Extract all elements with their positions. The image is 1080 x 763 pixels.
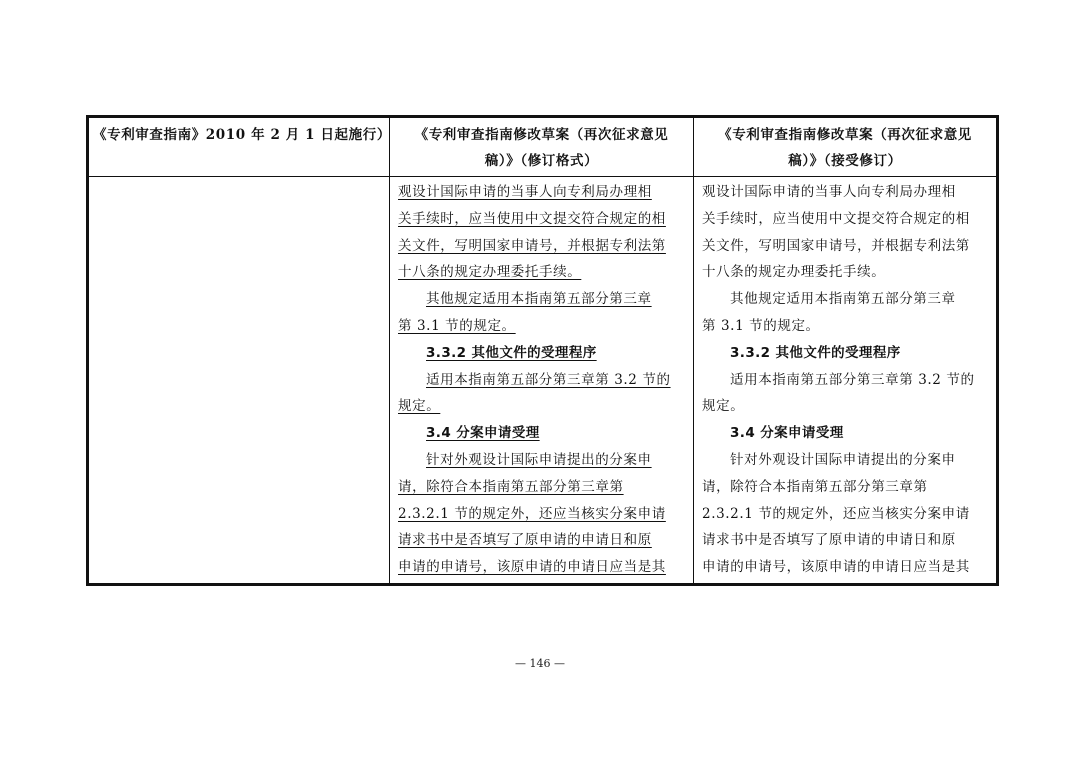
text-line: 针对外观设计国际申请提出的分案申 (730, 451, 956, 468)
text-line: 请求书中是否填写了原申请的申请日和原 (398, 532, 652, 549)
text-line: 请，除符合本指南第五部分第三章第 (398, 478, 624, 495)
text-line: 关文件，写明国家申请号，并根据专利法第 (398, 237, 666, 254)
page-number: — 146 — (515, 657, 565, 670)
header-col-revision-tracked-line: 稿）》（修订格式） (484, 153, 599, 169)
section-heading: 3.3.2 其他文件的受理程序 (426, 344, 597, 361)
header-col-original-line: 《专利审查指南》2010 年 2 月 1 日起施行） (93, 127, 391, 143)
header-col-revision-accepted-line: 《专利审查指南修改草案（再次征求意见 (718, 127, 972, 143)
text-line: 申请的申请号，该原申请的申请日应当是其 (702, 559, 970, 576)
table-body-row (88, 177, 998, 585)
section-heading: 3.4 分案申请受理 (426, 425, 540, 442)
text-line: 请求书中是否填写了原申请的申请日和原 (702, 532, 956, 549)
text-line: 第 3.1 节的规定。 (702, 317, 820, 334)
header-col-revision-accepted (694, 117, 998, 177)
cell-tracked-text (390, 177, 694, 585)
text-line: 2.3.2.1 节的规定外，还应当核实分案申请 (702, 505, 970, 522)
text-line: 其他规定适用本指南第五部分第三章 (730, 291, 956, 308)
text-line: 申请的申请号，该原申请的申请日应当是其 (398, 559, 666, 576)
text-line: 适用本指南第五部分第三章第 3.2 节的 (426, 371, 671, 388)
text-line: 规定。 (398, 398, 441, 415)
text-line: 针对外观设计国际申请提出的分案申 (426, 451, 652, 468)
text-line: 第 3.1 节的规定。 (398, 317, 516, 334)
text-line: 十八条的规定办理委托手续。 (398, 264, 582, 281)
section-heading: 3.4 分案申请受理 (730, 425, 844, 442)
text-line: 关文件，写明国家申请号，并根据专利法第 (702, 237, 970, 254)
text-line: 2.3.2.1 节的规定外，还应当核实分案申请 (398, 505, 666, 522)
text-line: 关手续时，应当使用中文提交符合规定的相 (702, 210, 970, 227)
text-line: 其他规定适用本指南第五部分第三章 (426, 291, 652, 308)
table-header-row (88, 117, 998, 177)
text-line: 规定。 (702, 398, 745, 415)
header-col-original (88, 117, 390, 177)
text-line: 十八条的规定办理委托手续。 (702, 264, 886, 281)
header-col-revision-tracked (390, 117, 694, 177)
header-col-revision-accepted-line: 稿）》（接受修订） (788, 153, 902, 169)
cell-accepted-text (694, 177, 998, 585)
comparison-table (86, 115, 999, 586)
cell-original-text (88, 177, 390, 585)
text-line: 观设计国际申请的当事人向专利局办理相 (702, 184, 956, 200)
text-line: 适用本指南第五部分第三章第 3.2 节的 (730, 371, 975, 388)
text-line: 关手续时，应当使用中文提交符合规定的相 (398, 210, 666, 227)
text-line: 请，除符合本指南第五部分第三章第 (702, 478, 928, 495)
section-heading: 3.3.2 其他文件的受理程序 (730, 344, 901, 361)
text-line: 观设计国际申请的当事人向专利局办理相 (398, 184, 652, 200)
header-col-revision-tracked-line: 《专利审查指南修改草案（再次征求意见 (414, 127, 669, 143)
